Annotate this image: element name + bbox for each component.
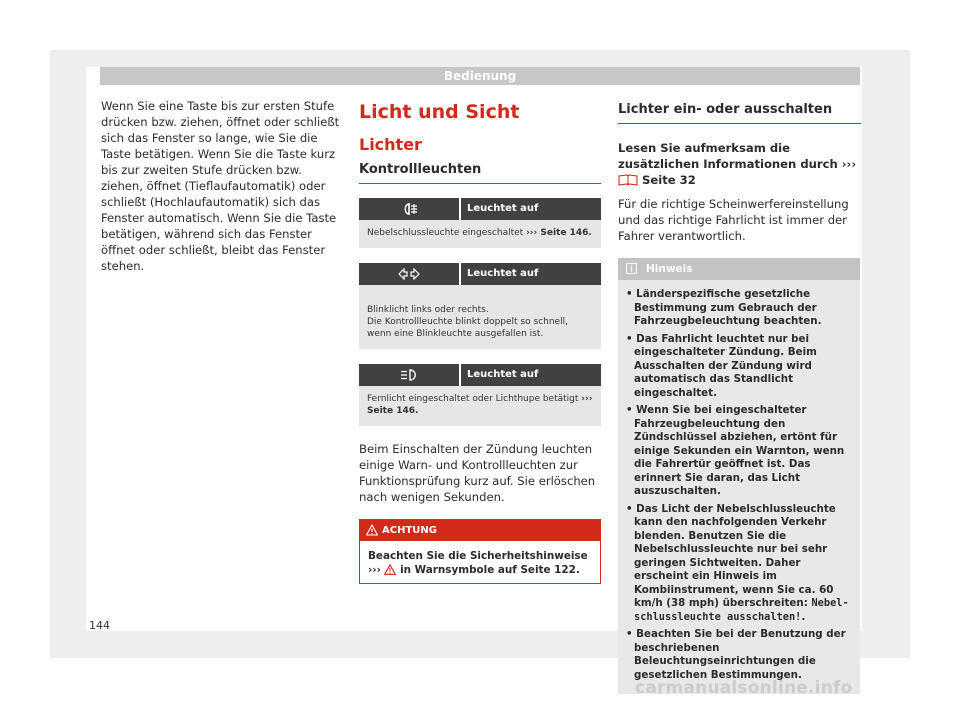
indicator-desc-text: Nebelschlussleuchte eingeschaltet xyxy=(367,228,524,238)
list-item: • Länderspezifische gesetzliche Bestimmung zum Gebrauch der Fahrzeugbeleuchtung beachten. xyxy=(626,288,822,327)
warning-text-part: in Warnsymbole auf Seite 122. xyxy=(400,564,580,576)
subsection-title: Kontrollleuchten xyxy=(359,162,601,184)
indicator-label: Leuchtet auf xyxy=(461,263,601,285)
indicator-desc-text: Fernlicht eingeschaltet oder Lichthupe betätigt xyxy=(367,394,579,404)
list-item: • Beachten Sie bei der Benutzung der beschriebenen Beleuchtungseinrichtungen die gesetzlichen Bestimmungen. xyxy=(626,628,846,681)
list-item-text: . xyxy=(801,610,806,623)
indicator-row-header xyxy=(359,198,601,220)
indicator-label: Leuchtet auf xyxy=(461,198,601,220)
page-reference-link[interactable]: Seite 32 xyxy=(642,173,696,187)
indicator-row-header xyxy=(359,263,601,285)
column-middle xyxy=(359,98,601,584)
hint-list xyxy=(618,280,860,682)
chapter-title: Licht und Sicht xyxy=(359,101,520,123)
list-item-text: Das Licht der Nebelschlussleuchte kann den nachfolgenden Verkehr blenden. Benutzen Sie die Nebelschlussleuchte nur bei sehr geringen Sichtweiten. Daher erscheint ein Hinweis im Kombiinstrument, wenn Sie ca. 60 km/h (38 mph) überschreiten: xyxy=(634,502,836,609)
page-reference-link[interactable]: ››› Seite 146. xyxy=(526,228,592,238)
window-paragraph: Wenn Sie eine Taste bis zur ersten Stufe drücken bzw. ziehen, öffnet oder schließt sich das Fenster so lange, wie Sie die Taste betätigen. Wenn Sie die Taste kurz bis zur zweiten Stufe drücken bzw. ziehen, öffnet (Tieflaufautomatik) oder schließt (Hochlaufautomatik) sich das Fenster automatisch. Wenn Sie die Taste betätigen, während sich das Fenster öffnet oder schließt, bleibt das Fenster stehen. xyxy=(101,99,340,273)
lead-instruction xyxy=(618,140,861,188)
indicator-label: Leuchtet auf xyxy=(461,364,601,386)
chapter-header: Bedienung xyxy=(100,67,860,85)
page-number: 144 xyxy=(89,619,110,632)
indicator-description xyxy=(359,220,601,248)
reference-arrows[interactable]: ››› xyxy=(368,564,381,576)
list-item-text: Länderspezifische gesetzliche Bestimmung zum Gebrauch der Fahrzeugbeleuchtung beachten. xyxy=(634,288,822,327)
list-item: • Das Licht der Nebelschlussleuchte kann den nachfolgenden Verkehr blenden. Benutzen Sie die Nebelschlussleuchte nur bei sehr geringen Sichtweiten. Daher erscheint ein Hinweis im Kombiinstrument, wenn Sie ca. 60 km/h (38 mph) überschreiten: Nebelschlussleuchte ausschalten!. xyxy=(626,502,849,623)
hint-header xyxy=(618,258,860,280)
hint-box xyxy=(618,258,860,694)
list-item-text: Beachten Sie bei der Benutzung der beschriebenen Beleuchtungseinrichtungen die gesetzlichen Bestimmungen. xyxy=(634,628,846,681)
indicator-description xyxy=(359,285,601,349)
instrument-message: Nebelschlussleuchte ausschalten! xyxy=(634,597,849,623)
warning-triangle-icon xyxy=(366,524,378,536)
high-beam-icon xyxy=(400,369,418,381)
list-item-text: Wenn Sie bei eingeschalteter Fahrzeugbeleuchtung den Zündschlüssel abziehen, ertönt für einige Sekunden ein Warnton, wenn die Fahrertür geöffnet ist. Das erinnert Sie daran, das Licht auszuschalten. xyxy=(634,404,845,497)
indicator-desc-text: Blinklicht links oder rechts. Die Kontrollleuchte blinkt doppelt so schnell, wenn eine Blinkleuchte ausgefallen ist. xyxy=(367,305,568,339)
indicator-icon-cell xyxy=(359,198,459,220)
page-reference-link[interactable]: ››› Seite 146. xyxy=(367,394,593,416)
column-left xyxy=(101,98,341,274)
headlight-paragraph: Für die richtige Scheinwerfereinstellung und das richtige Fahrlicht ist immer der Fahrer verantwortlich. xyxy=(618,197,849,243)
reference-arrows[interactable]: ››› xyxy=(841,157,857,171)
rear-fog-light-icon xyxy=(400,202,418,216)
warning-text-part: Beachten Sie die Sicherheitshinweise xyxy=(368,550,588,562)
list-item: • Das Fahrlicht leuchtet nur bei eingeschalteter Zündung. Beim Ausschalten der Zündung wird automatisch das Standlicht eingeschaltet. xyxy=(626,332,817,399)
turn-signal-icon xyxy=(398,268,420,280)
book-reference-icon xyxy=(618,174,638,186)
hint-title: Hinweis xyxy=(646,263,693,275)
section-title: Lichter xyxy=(359,135,422,154)
section-title: Lichter ein- oder ausschalten xyxy=(618,98,861,124)
list-item-text: Das Fahrlicht leuchtet nur bei eingeschalteter Zündung. Beim Ausschalten der Zündung wird automatisch das Standlicht eingeschaltet. xyxy=(634,332,817,399)
lead-text: Lesen Sie aufmerksam die zusätzlichen Informationen durch xyxy=(618,141,838,171)
warning-header xyxy=(360,520,600,541)
warning-title: ACHTUNG xyxy=(382,525,437,536)
indicator-table xyxy=(359,198,601,426)
indicator-description xyxy=(359,386,601,426)
ignition-paragraph: Beim Einschalten der Zündung leuchten einige Warn- und Kontrollleuchten zur Funktionsprüfung kurz auf. Sie erlöschen nach wenigen Sekunden. xyxy=(359,442,596,504)
indicator-icon-cell xyxy=(359,364,459,386)
warning-box xyxy=(359,519,601,584)
indicator-row-header xyxy=(359,364,601,386)
info-icon xyxy=(626,263,637,274)
indicator-icon-cell xyxy=(359,263,459,285)
watermark: carmanualsonline.info xyxy=(635,678,853,698)
column-right xyxy=(618,98,861,694)
warning-triangle-icon xyxy=(384,564,396,575)
list-item: • Wenn Sie bei eingeschalteter Fahrzeugbeleuchtung den Zündschlüssel abziehen, ertönt für einige Sekunden ein Warnton, wenn die Fahrertür geöffnet ist. Das erinnert Sie daran, das Licht auszuschalten. xyxy=(626,404,845,497)
warning-text xyxy=(360,541,600,583)
